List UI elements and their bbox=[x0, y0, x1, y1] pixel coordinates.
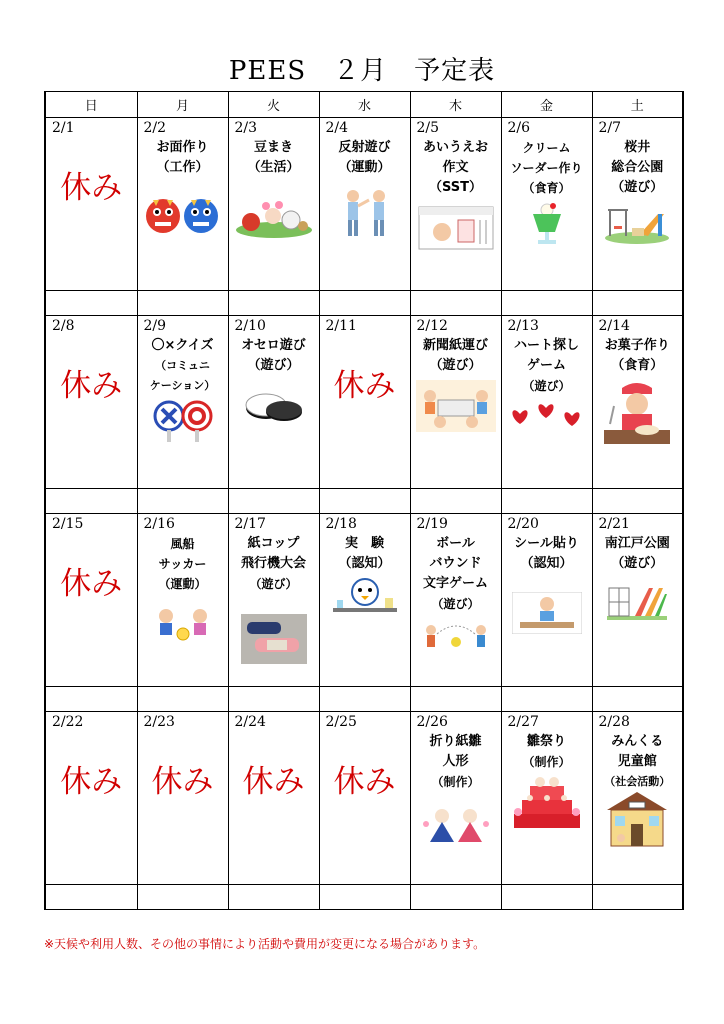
activity-label: ボール バウンド 文字ゲーム （遊び） bbox=[422, 536, 488, 611]
date-label: 2/13 bbox=[507, 318, 539, 334]
childrens-center-building-illustration bbox=[605, 790, 669, 850]
day-cell bbox=[137, 316, 228, 489]
rest-label: 休み bbox=[60, 566, 123, 602]
date-label: 2/22 bbox=[52, 714, 84, 730]
date-label: 2/17 bbox=[234, 516, 266, 532]
day-cell bbox=[592, 316, 683, 489]
day-cell bbox=[410, 118, 501, 291]
date-label: 2/28 bbox=[598, 714, 630, 730]
day-cell bbox=[319, 316, 410, 489]
activity-label: 実 験 （認知） bbox=[338, 536, 391, 571]
park-jungle-gym-illustration bbox=[605, 578, 669, 622]
date-label: 2/18 bbox=[325, 516, 357, 532]
activity-label: 折り紙雛 人形 （制作） bbox=[429, 734, 482, 789]
day-cell bbox=[592, 514, 683, 687]
week-row bbox=[45, 514, 683, 687]
date-label: 2/5 bbox=[416, 120, 440, 136]
memo-row bbox=[45, 489, 683, 514]
memo-row bbox=[45, 291, 683, 316]
day-cell bbox=[137, 712, 228, 885]
day-cell bbox=[501, 514, 592, 687]
activity-label: お菓子作り （食育） bbox=[604, 338, 670, 373]
reflex-game-illustration bbox=[335, 188, 395, 240]
baking-illustration bbox=[602, 380, 672, 446]
date-label: 2/15 bbox=[52, 516, 84, 532]
week-row bbox=[45, 712, 683, 885]
newspaper-relay-illustration bbox=[416, 380, 496, 432]
rest-label: 休み bbox=[60, 170, 123, 206]
day-cell bbox=[45, 712, 137, 885]
rest-label: 休み bbox=[242, 764, 305, 800]
oni-mask-illustration bbox=[143, 196, 223, 234]
weekday-tue: 火 bbox=[228, 92, 319, 118]
weekday-fri: 金 bbox=[501, 92, 592, 118]
hina-matsuri-platform-illustration bbox=[510, 774, 584, 830]
day-cell bbox=[592, 118, 683, 291]
memo-row bbox=[45, 885, 683, 910]
schedule-table bbox=[44, 91, 684, 910]
day-cell bbox=[501, 712, 592, 885]
park-playground-illustration bbox=[604, 204, 670, 244]
date-label: 2/23 bbox=[143, 714, 175, 730]
day-cell bbox=[45, 514, 137, 687]
date-label: 2/2 bbox=[143, 120, 167, 136]
date-label: 2/19 bbox=[416, 516, 448, 532]
date-label: 2/21 bbox=[598, 516, 630, 532]
day-cell bbox=[410, 514, 501, 687]
origami-hina-dolls-illustration bbox=[422, 804, 490, 844]
activity-label: クリーム ソーダー作り （食育） bbox=[510, 141, 583, 195]
activity-label: 風船 サッカー （運動） bbox=[158, 537, 207, 591]
activity-label: 〇×クイズ （コミュニ ケーション） bbox=[149, 338, 216, 392]
activity-label: 雛祭り （制作） bbox=[522, 734, 571, 769]
day-cell bbox=[45, 118, 137, 291]
date-label: 2/20 bbox=[507, 516, 539, 532]
date-label: 2/9 bbox=[143, 318, 167, 334]
sticker-activity-illustration bbox=[512, 592, 582, 634]
activity-label: オセロ遊び （遊び） bbox=[241, 338, 306, 373]
day-cell bbox=[410, 316, 501, 489]
weekday-wed: 水 bbox=[319, 92, 410, 118]
rest-label: 休み bbox=[151, 764, 214, 800]
date-label: 2/25 bbox=[325, 714, 357, 730]
othello-discs-icon bbox=[242, 384, 306, 424]
day-cell bbox=[228, 118, 319, 291]
day-cell bbox=[319, 712, 410, 885]
activity-label: シール貼り （認知） bbox=[514, 536, 579, 571]
day-cell bbox=[592, 712, 683, 885]
day-cell bbox=[45, 316, 137, 489]
weekday-thu: 木 bbox=[410, 92, 501, 118]
date-label: 2/10 bbox=[234, 318, 266, 334]
activity-label: 豆まき （生活） bbox=[247, 140, 300, 175]
cream-soda-icon bbox=[529, 202, 565, 246]
ball-bounce-illustration bbox=[421, 622, 491, 652]
date-label: 2/16 bbox=[143, 516, 175, 532]
activity-label: 桜井 総合公園 （遊び） bbox=[611, 140, 664, 195]
hearts-icon bbox=[510, 398, 584, 432]
date-label: 2/27 bbox=[507, 714, 539, 730]
day-cell bbox=[228, 712, 319, 885]
week-row bbox=[45, 316, 683, 489]
day-cell bbox=[501, 118, 592, 291]
activity-label: みんくる 児童館 （社会活動） bbox=[604, 734, 671, 788]
day-cell bbox=[501, 316, 592, 489]
activity-label: 紙コップ 飛行機大会 （遊び） bbox=[240, 536, 306, 591]
balloon-soccer-illustration bbox=[152, 604, 214, 644]
composition-paper-illustration bbox=[418, 206, 494, 250]
day-cell bbox=[228, 316, 319, 489]
date-label: 2/11 bbox=[325, 318, 357, 334]
weekday-mon: 月 bbox=[137, 92, 228, 118]
footnote: ※天候や利用人数、その他の事情により活動や費用が変更になる場合があります。 bbox=[44, 937, 486, 951]
date-label: 2/12 bbox=[416, 318, 448, 334]
memo-row bbox=[45, 687, 683, 712]
day-cell bbox=[410, 712, 501, 885]
day-cell bbox=[319, 514, 410, 687]
weekday-sat: 土 bbox=[592, 92, 683, 118]
science-experiment-illustration bbox=[329, 576, 401, 620]
weekday-header-row bbox=[45, 92, 683, 118]
rest-label: 休み bbox=[333, 764, 396, 800]
activity-label: お面作り （工作） bbox=[156, 140, 209, 175]
paper-cup-plane-photo bbox=[241, 614, 307, 664]
date-label: 2/7 bbox=[598, 120, 622, 136]
activity-label: あいうえお 作文 （SST） bbox=[422, 140, 488, 195]
activity-label: 南江戸公園 （遊び） bbox=[604, 536, 670, 571]
rest-label: 休み bbox=[60, 764, 123, 800]
page-title: PEES ２月 予定表 bbox=[228, 56, 496, 86]
date-label: 2/24 bbox=[234, 714, 266, 730]
setsubun-illustration bbox=[233, 200, 315, 240]
rest-label: 休み bbox=[333, 368, 396, 404]
maru-batsu-paddles-icon bbox=[151, 400, 215, 444]
date-label: 2/26 bbox=[416, 714, 448, 730]
date-label: 2/4 bbox=[325, 120, 349, 136]
week-row bbox=[45, 118, 683, 291]
day-cell bbox=[228, 514, 319, 687]
date-label: 2/1 bbox=[52, 120, 75, 136]
rest-label: 休み bbox=[60, 368, 123, 404]
date-label: 2/14 bbox=[598, 318, 630, 334]
day-cell bbox=[137, 118, 228, 291]
activity-label: ハート探し ゲーム （遊び） bbox=[513, 338, 579, 393]
date-label: 2/6 bbox=[507, 120, 531, 136]
activity-label: 新聞紙運び （遊び） bbox=[422, 338, 488, 373]
activity-label: 反射遊び （運動） bbox=[338, 140, 391, 175]
date-label: 2/8 bbox=[52, 318, 75, 334]
day-cell bbox=[137, 514, 228, 687]
weekday-sun: 日 bbox=[45, 92, 137, 118]
date-label: 2/3 bbox=[234, 120, 258, 136]
day-cell bbox=[319, 118, 410, 291]
